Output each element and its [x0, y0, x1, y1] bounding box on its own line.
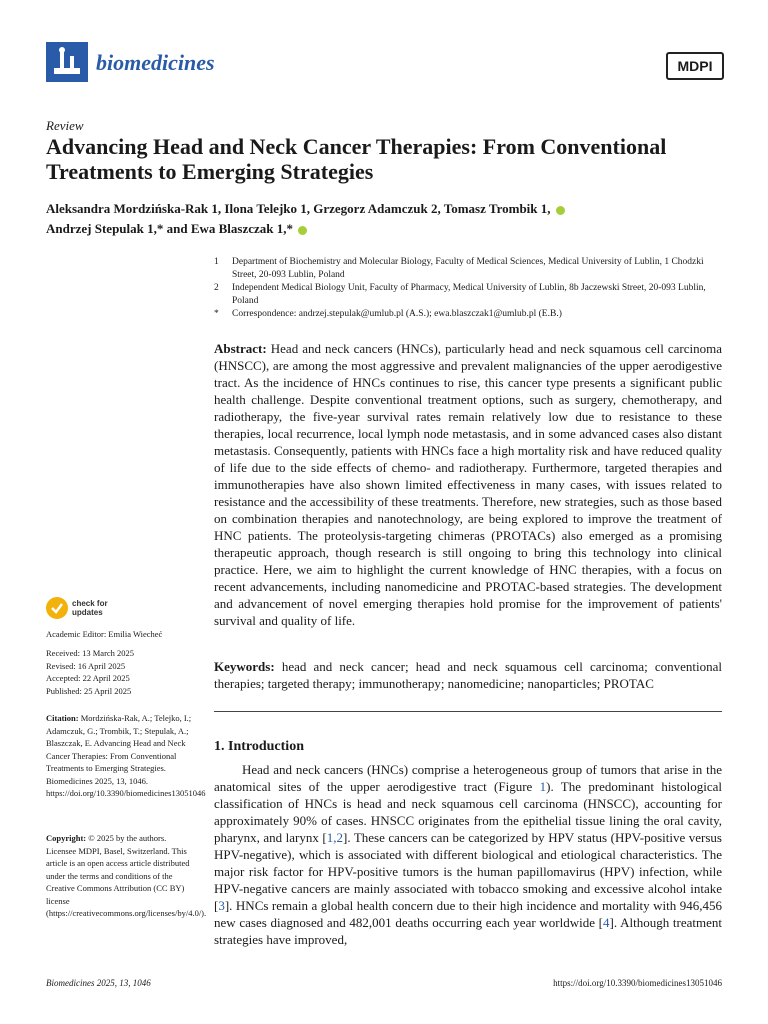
published-date: Published: 25 April 2025 — [46, 685, 132, 696]
author-list — [46, 199, 726, 239]
affiliations — [214, 256, 724, 321]
copyright-label: Copyright: — [46, 833, 87, 843]
article-title: Advancing Head and Neck Cancer Therapies: From Conventional Treatments to Emerging Strategies — [46, 134, 667, 184]
affiliation-mark: 1 — [214, 257, 219, 267]
academic-editor: Academic Editor: Emilia Wiecheć — [46, 629, 163, 639]
intro-text: ]. Although treatment strategies have improved, — [214, 915, 723, 947]
intro-text: ). The predominant histological classification of HNCs is head and neck squamous cell carcinoma (HNSCC), accounting for approximately 90% of cases. HNSCC originates from the epithelial tissue lining the oral cavity, pharynx, and larynx [ — [214, 779, 723, 845]
abstract-text: Head and neck cancers (HNCs), particularly head and neck squamous cell carcinoma (HNSCC), are among the most aggressive and prevalent malignancies of the upper aerodigestive tract. As the incidence of HNCs continues to rise, this cancer type presents a significant public health challenge. Despite conventional treatment options, such as surgery, chemotherapy, and radiotherapy, the five-year survival rates remain relatively low due to resistance to these therapies, local recurrence, local lymph node metastasis, and in some advanced cases also distant metastasis. Consequently, patients with HNCs face a high mortality risk and have reduced quality of life due to the side effects of chemo- and radiotherapy. Furthermore, targeted therapies and immunotherapies have also shown limited effectiveness in many cases, with issues related to resistance and the accessibility of these treatments. Therefore, new strategies, such as those based on combination therapies and nanotechnology, are being explored to improve the treatment of HNC patients. The proteolysis-targeting chimeras (PROTACs) also emerged as a promising therapeutic approach, though research is still ongoing to bring this technology into clinical practice. Here, we aim to highlight the current knowledge of HNC therapies, with a focus on recent advancements, including nanomedicine and PROTAC-based strategies. The development and advancement of novel emerging therapies hold promise for the improvement of patients' survival and quality of life. — [214, 341, 722, 628]
orcid-icon[interactable] — [556, 206, 565, 215]
intro-text: ]. These cancers can be categorized by HPV status (HPV-positive versus HPV-negative), which is associated with different biological and etiological characteristics. The major risk factor for HPV-positive tumors is the human papillomavirus (HPV) infection, while HPV-negative cancers are mainly associated with tobacco smoking and excessive alcohol intake [ — [214, 830, 722, 913]
affiliation-text: Department of Biochemistry and Molecular Biology, Faculty of Medical Sciences, Medical University of Lublin, 1 Chodzki Street, 20-093 Lublin, Poland — [232, 257, 704, 280]
abstract-label: Abstract: — [214, 341, 267, 356]
keywords — [214, 658, 722, 692]
intro-text: ]. HNCs remain a global health concern due to their high incidence and mortality with 946,456 new cases diagnosed and 482,001 deaths occurring each year worldwide [ — [214, 898, 722, 930]
citation — [46, 712, 206, 800]
footer-doi-link[interactable]: https://doi.org/10.3390/biomedicines13051046 — [553, 978, 722, 988]
keywords-text: head and neck cancer; head and neck squamous cell carcinoma; conventional therapies; targeted therapy; immunotherapy; nanomedicine; nanoparticles; PROTAC — [214, 659, 723, 691]
reference-link[interactable]: 1,2 — [326, 830, 343, 845]
check-updates-label — [72, 599, 108, 617]
reference-link[interactable]: 3 — [218, 898, 225, 913]
check-updates-line: check for — [72, 599, 108, 608]
affiliation — [214, 256, 724, 282]
received-date: Received: 13 March 2025 — [46, 648, 135, 658]
footer-citation: Biomedicines 2025, 13, 1046 — [46, 978, 151, 988]
orcid-icon[interactable] — [298, 226, 307, 235]
journal-name[interactable]: biomedicines — [96, 50, 215, 75]
journal-logo-icon — [46, 42, 88, 82]
figure-link[interactable]: 1 — [539, 779, 547, 794]
correspondence-text[interactable]: Correspondence: andrzej.stepulak@umlub.pl (A.S.); ewa.blaszczak1@umlub.pl (E.B.) — [232, 309, 562, 319]
affiliation-mark: 2 — [214, 283, 219, 293]
article-type: Review — [46, 118, 84, 133]
accepted-date: Accepted: 22 April 2025 — [46, 673, 130, 683]
intro-text: Head and neck cancers (HNCs) comprise a heterogeneous group of tumors that arise in the anatomical sites of the upper aerodigestive tract (Figure — [214, 762, 722, 794]
affiliation-mark: * — [214, 309, 219, 319]
dates — [46, 647, 196, 697]
authors-line-2: Andrzej Stepulak 1,* and Ewa Blaszczak 1,* — [46, 221, 294, 236]
citation-label: Citation: — [46, 713, 79, 723]
publisher-logo[interactable]: MDPI — [666, 52, 724, 80]
affiliation — [214, 282, 724, 308]
introduction-paragraph — [214, 761, 722, 948]
divider — [214, 711, 722, 712]
copyright-text: © 2025 by the authors. Licensee MDPI, Basel, Switzerland. This article is an open access article distributed under the terms and conditions of the Creative Commons Attribution (CC BY) license (https://creativecommons.org/licenses/by/4.0/). — [46, 833, 207, 918]
section-title: 1. Introduction — [214, 739, 304, 754]
affiliation-text: Independent Medical Biology Unit, Faculty of Pharmacy, Medical University of Lublin, 8b Jaczewski Street, 20-093 Lublin, Poland — [232, 283, 706, 306]
reference-link[interactable]: 4 — [603, 915, 610, 930]
correspondence — [214, 308, 724, 321]
abstract — [214, 340, 722, 629]
check-updates-line: updates — [72, 608, 103, 617]
citation-text[interactable]: Mordzińska-Rak, A.; Telejko, I.; Adamczuk, G.; Trombik, T.; Stepulak, A.; Blaszczak, E. Advancing Head and Neck Cancer Therapies: From Conventional Treatments to Emerging Strategies. Biomedicines 2025, 13, 1046. https://doi.org/10.3390/biomedicines13051046 — [46, 713, 206, 798]
keywords-label: Keywords: — [214, 659, 275, 674]
copyright — [46, 832, 207, 920]
authors-line-1: Aleksandra Mordzińska-Rak 1, Ilona Telejko 1, Grzegorz Adamczuk 2, Tomasz Trombik 1, — [46, 201, 551, 216]
revised-date: Revised: 16 April 2025 — [46, 660, 126, 671]
check-updates-icon — [46, 597, 68, 619]
